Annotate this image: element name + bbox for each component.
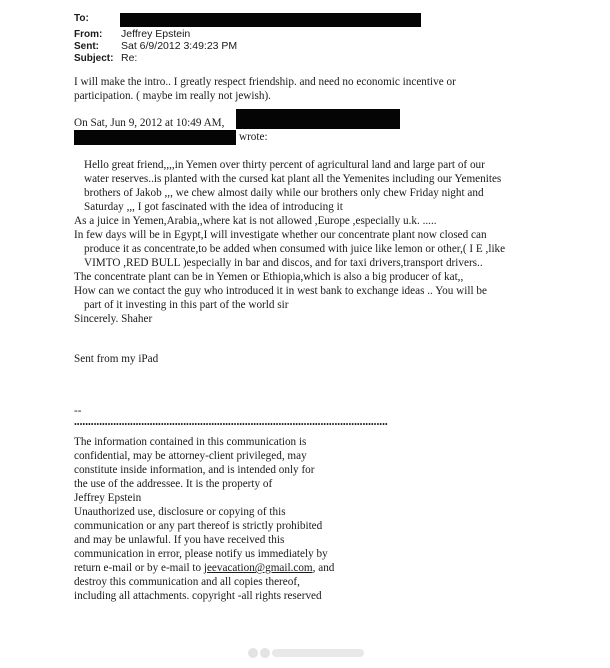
disclaimer-email-suffix: , and xyxy=(312,562,335,574)
disclaimer-line: destroy this communication and all copies thereof, xyxy=(74,576,300,588)
quoted-line: The concentrate plant can be in Yemen or Ethiopia,which is also a big producer of kat,, xyxy=(74,271,464,283)
from-value: Jeffrey Epstein xyxy=(121,28,191,40)
quoted-line: As a juice in Yemen,Arabia,,where kat is not allowed ,Europe ,especially u.k. ..... xyxy=(74,215,437,227)
redacted-sender-name xyxy=(236,109,400,129)
disclaimer-line: Jeffrey Epstein xyxy=(74,492,142,504)
disclaimer-line: The information contained in this communication is xyxy=(74,436,307,448)
subject-label: Subject: xyxy=(74,53,114,64)
quoted-line: In few days will be in Egypt,I will investigate whether our concentrate plant now closed can xyxy=(74,229,487,241)
disclaimer-line: and may be unlawful. If you have received this xyxy=(74,534,285,546)
redacted-to-recipient xyxy=(120,13,421,27)
quoted-line: produce it as concentrate,to be added when consumed with juice like lemon or other,( I E ,like xyxy=(84,243,506,255)
quoted-line: part of it investing in this part of the world sir xyxy=(84,299,289,311)
watermark-bar xyxy=(272,649,364,657)
from-label: From: xyxy=(74,29,103,40)
subject-value: Re: xyxy=(121,52,138,64)
reply-line-2: participation. ( maybe im really not jewish). xyxy=(74,90,271,102)
watermark-dot-icon xyxy=(260,648,270,658)
to-row xyxy=(74,13,121,25)
disclaimer-line: communication in error, please notify us immediately by xyxy=(74,548,328,560)
to-label: To: xyxy=(74,13,89,24)
disclaimer-line: constitute inside information, and is intended only for xyxy=(74,464,315,476)
disclaimer-line: confidential, may be attorney-client privileged, may xyxy=(74,450,307,462)
quoted-line: Saturday ,,, I got fascinated with the idea of introducing it xyxy=(84,201,343,213)
watermark xyxy=(248,646,368,660)
quoted-signoff: Sincerely. Shaher xyxy=(74,313,153,325)
disclaimer-email-line xyxy=(74,562,334,576)
quoted-line: Hello great friend,,,,in Yemen over thirty percent of agricultural land and large part of our xyxy=(84,159,485,171)
subject-row xyxy=(74,52,137,65)
signature-dashes: -- xyxy=(74,405,82,417)
disclaimer-line: Unauthorized use, disclosure or copying of this xyxy=(74,506,286,518)
redacted-sender-email xyxy=(74,130,236,145)
signature-dot-divider: •••••••••••••••••••••••••••••••••••••••••••••••••••••••••••••••••••••••••••••••••••••••••••••••••••••••••••••••• xyxy=(74,420,388,429)
email-link[interactable]: jeevacation@gmail.com xyxy=(203,562,313,574)
quoted-line: How can we contact the guy who introduced it in west bank to exchange ideas .. You will be xyxy=(74,285,487,297)
quote-header-date: On Sat, Jun 9, 2012 at 10:49 AM, xyxy=(74,117,225,129)
disclaimer-line: the use of the addressee. It is the property of xyxy=(74,478,273,490)
sent-label: Sent: xyxy=(74,41,99,52)
quote-header-wrote: wrote: xyxy=(239,131,268,143)
disclaimer-email-prefix: return e-mail or by e-mail to xyxy=(74,562,204,574)
sent-from-device: Sent from my iPad xyxy=(74,353,159,365)
quoted-line: brothers of Jakob ,,, we chew almost daily while our brothers only chew Friday night and xyxy=(84,187,484,199)
disclaimer-line: including all attachments. copyright -all rights reserved xyxy=(74,590,322,602)
quoted-line: water reserves..is planted with the cursed kat plant all the Yemenites including our Yemenites xyxy=(84,173,502,185)
disclaimer-line: communication or any part thereof is strictly prohibited xyxy=(74,520,323,532)
reply-line-1: I will make the intro.. I greatly respect friendship. and need no economic incentive or xyxy=(74,76,456,88)
quoted-line: VIMTO ,RED BULL )especially in bar and discos, and for taxi drivers,transport drivers.. xyxy=(84,257,483,269)
watermark-dot-icon xyxy=(248,648,258,658)
sent-value: Sat 6/9/2012 3:49:23 PM xyxy=(121,40,238,52)
